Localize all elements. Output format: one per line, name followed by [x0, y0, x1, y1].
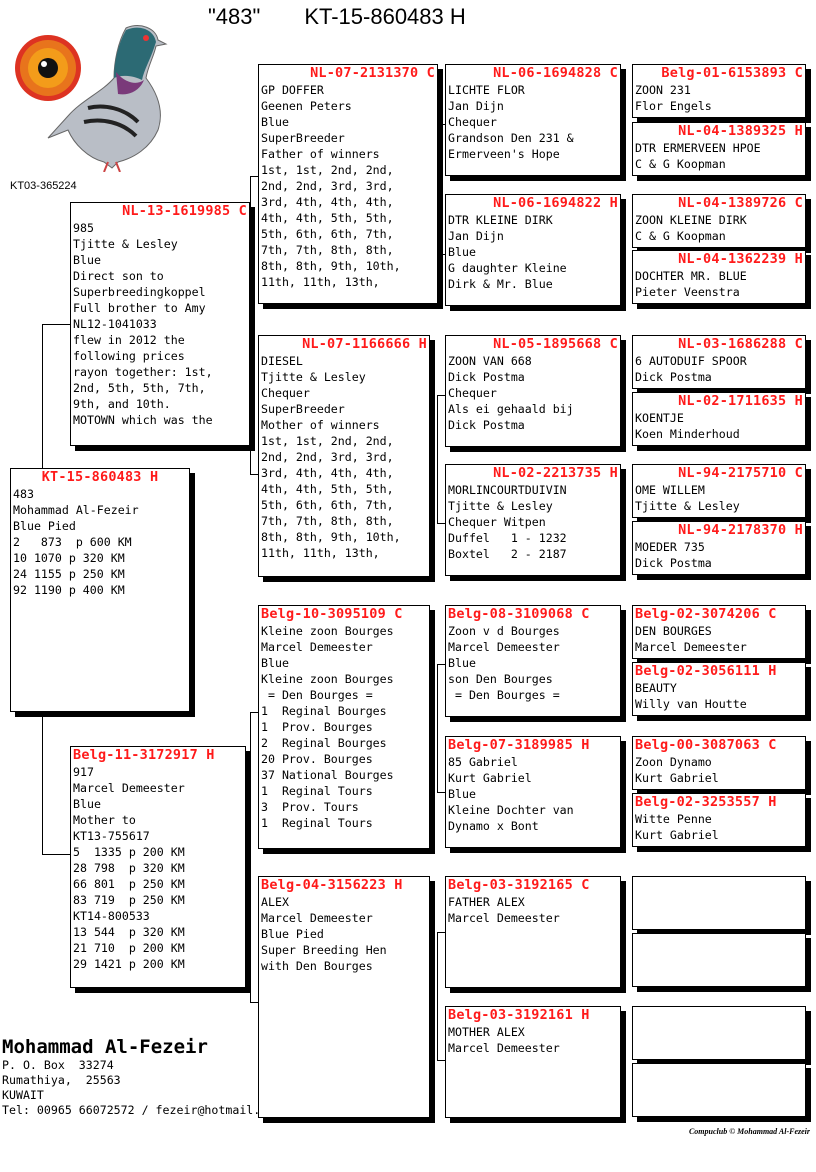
connector-line	[437, 254, 445, 255]
pigeon-name: "483"	[208, 4, 261, 29]
ancestor-card[interactable]	[632, 64, 806, 118]
detail-line: MOTHER ALEX	[448, 1025, 525, 1039]
ancestor-card[interactable]	[632, 335, 806, 389]
detail-line: following prices	[73, 349, 185, 363]
detail-line: 28 798 p 320 KM	[73, 861, 185, 875]
detail-line: Superbreedingkoppel	[73, 285, 206, 299]
ancestor-card-empty[interactable]	[632, 1063, 806, 1117]
owner-contact	[2, 1058, 260, 1118]
ancestor-card-empty[interactable]	[632, 876, 806, 930]
ancestor-details	[635, 353, 803, 385]
detail-line: 985	[73, 221, 94, 235]
connector-line	[624, 362, 625, 418]
grandparent-card[interactable]	[258, 335, 430, 577]
ancestor-card[interactable]	[632, 122, 806, 176]
great-grandparent-card[interactable]	[445, 194, 621, 306]
connector-line	[437, 664, 438, 792]
dam-ring: Belg-11-3172917 H	[73, 747, 215, 763]
great-grandparent-details	[448, 82, 618, 162]
detail-line: 1 Reginal Bourges	[261, 704, 387, 718]
detail-line: 13 544 p 320 KM	[73, 925, 185, 939]
great-grandparent-card[interactable]	[445, 464, 621, 576]
ancestor-details	[635, 539, 803, 571]
detail-line: MORLINCOURTDUIVIN	[448, 483, 567, 497]
detail-line: 4th, 4th, 5th, 5th,	[261, 211, 394, 225]
detail-line: 2nd, 2nd, 3rd, 3rd,	[261, 450, 394, 464]
ancestor-ring: NL-04-1362239 H	[678, 251, 803, 267]
detail-line: Blue	[73, 253, 101, 267]
connector-line	[437, 395, 438, 523]
detail-line: = Den Bourges =	[448, 688, 560, 702]
great-grandparent-card[interactable]	[445, 1006, 621, 1118]
great-grandparent-ring: Belg-07-3189985 H	[448, 737, 590, 753]
detail-line: Direct son to	[73, 269, 164, 283]
detail-line: ZOON KLEINE DIRK	[635, 213, 747, 227]
detail-line: Tel: 00965 66072572 / fezeir@hotmail.	[2, 1103, 261, 1117]
detail-line: KT14-800533	[73, 909, 150, 923]
detail-line: Dick Postma	[448, 418, 525, 432]
detail-line: 37 National Bourges	[261, 768, 394, 782]
connector-line	[250, 176, 258, 177]
detail-line: Mother to	[73, 813, 136, 827]
detail-line: 11th, 11th, 13th,	[261, 275, 380, 289]
connector-line	[437, 932, 438, 1060]
detail-line: 92 1190 p 400 KM	[13, 583, 125, 597]
detail-line: FATHER ALEX	[448, 895, 525, 909]
ancestor-details	[635, 82, 803, 114]
detail-line: 1st, 1st, 2nd, 2nd,	[261, 434, 394, 448]
detail-line: Marcel Demeester	[448, 911, 560, 925]
detail-line: DEN BOURGES	[635, 624, 712, 638]
detail-line: Tjitte & Lesley	[448, 499, 553, 513]
ancestor-card[interactable]	[632, 793, 806, 847]
detail-line: Pieter Veenstra	[635, 285, 740, 299]
detail-line: rayon together: 1st,	[73, 365, 213, 379]
detail-line: 1 Reginal Tours	[261, 784, 373, 798]
great-grandparent-card[interactable]	[445, 736, 621, 848]
connector-line	[250, 176, 251, 474]
great-grandparent-details	[448, 1024, 618, 1056]
detail-line: SuperBreeder	[261, 131, 345, 145]
ancestor-card[interactable]	[632, 521, 806, 575]
grandparent-ring: NL-07-2131370 C	[310, 65, 435, 81]
detail-line: Kleine zoon Bourges	[261, 624, 394, 638]
detail-line: 1st, 1st, 2nd, 2nd,	[261, 163, 394, 177]
detail-line: Marcel Demeester	[261, 640, 373, 654]
connector-line	[437, 932, 445, 933]
detail-line: C & G Koopman	[635, 157, 726, 171]
detail-line: Duffel 1 - 1232	[448, 531, 567, 545]
ancestor-ring: NL-94-2175710 C	[678, 465, 803, 481]
ancestor-ring: NL-04-1389726 C	[678, 195, 803, 211]
connector-line	[437, 664, 445, 665]
detail-line: Marcel Demeester	[448, 1041, 560, 1055]
detail-line: 2nd, 2nd, 3rd, 3rd,	[261, 179, 394, 193]
detail-line: 5th, 6th, 6th, 7th,	[261, 227, 394, 241]
connector-line	[437, 523, 445, 524]
detail-line: Kurt Gabriel	[448, 771, 532, 785]
detail-line: Tjitte & Lesley	[635, 499, 740, 513]
detail-line: C & G Koopman	[635, 229, 726, 243]
detail-line: Zoon Dynamo	[635, 755, 712, 769]
detail-line: 21 710 p 200 KM	[73, 941, 185, 955]
detail-line: MOTOWN which was the	[73, 413, 213, 427]
connector-line	[250, 712, 251, 1002]
detail-line: DTR ERMERVEEN HPOE	[635, 141, 761, 155]
detail-line: 1 Reginal Tours	[261, 816, 373, 830]
detail-line: 1 Prov. Bourges	[261, 720, 373, 734]
detail-line: Als ei gehaald bij	[448, 402, 574, 416]
detail-line: Grandson Den 231 &	[448, 131, 574, 145]
detail-line: 7th, 7th, 8th, 8th,	[261, 514, 394, 528]
detail-line: Dick Postma	[635, 556, 712, 570]
ancestor-ring: NL-94-2178370 H	[678, 522, 803, 538]
detail-line: son Den Bourges	[448, 672, 553, 686]
detail-line: 917	[73, 765, 94, 779]
connector-line	[624, 632, 625, 690]
detail-line: Jan Dijn	[448, 99, 504, 113]
detail-line: 8th, 8th, 9th, 10th,	[261, 259, 401, 273]
detail-line: KUWAIT	[2, 1088, 44, 1102]
pedigree-header	[208, 4, 510, 30]
detail-line: 4th, 4th, 5th, 5th,	[261, 482, 394, 496]
detail-line: Blue	[73, 797, 101, 811]
great-grandparent-ring: NL-06-1694828 C	[493, 65, 618, 81]
detail-line: Chequer	[261, 386, 310, 400]
detail-line: Mother of winners	[261, 418, 380, 432]
detail-line: 8th, 8th, 9th, 10th,	[261, 530, 401, 544]
connector-line	[42, 854, 70, 855]
detail-line: 83 719 p 250 KM	[73, 893, 185, 907]
ancestor-ring: Belg-02-3056111 H	[635, 663, 777, 679]
detail-line: flew in 2012 the	[73, 333, 185, 347]
detail-line: Full brother to Amy	[73, 301, 206, 315]
detail-line: Kurt Gabriel	[635, 771, 719, 785]
detail-line: Blue	[448, 656, 476, 670]
detail-line: P. O. Box 33274	[2, 1058, 114, 1072]
subject-details	[13, 486, 187, 598]
detail-line: Dick Postma	[635, 370, 712, 384]
detail-line: 24 1155 p 250 KM	[13, 567, 125, 581]
detail-line: Blue Pied	[261, 927, 324, 941]
detail-line: OME WILLEM	[635, 483, 705, 497]
detail-line: Boxtel 2 - 2187	[448, 547, 567, 561]
connector-line	[42, 324, 43, 468]
software-credit: Compuclub © Mohammad Al-Fezeir	[688, 1127, 810, 1136]
connector-line	[437, 124, 445, 125]
ancestor-details	[635, 482, 803, 514]
grandparent-ring: Belg-04-3156223 H	[261, 877, 403, 893]
detail-line: with Den Bourges	[261, 959, 373, 973]
detail-line: BEAUTY	[635, 681, 677, 695]
grandparent-card[interactable]	[258, 605, 430, 849]
detail-line: KOENTJE	[635, 411, 684, 425]
ancestor-card[interactable]	[632, 736, 806, 790]
ancestor-ring: NL-03-1686288 C	[678, 336, 803, 352]
detail-line: Marcel Demeester	[261, 911, 373, 925]
detail-line: 3 Prov. Tours	[261, 800, 359, 814]
ancestor-details	[635, 811, 803, 843]
detail-line: Dynamo x Bont	[448, 819, 539, 833]
detail-line: Tjitte & Lesley	[73, 237, 178, 251]
grandparent-details	[261, 894, 427, 974]
sire-details	[73, 220, 247, 428]
subject-card[interactable]	[10, 468, 190, 712]
detail-line: Ermerveen's Hope	[448, 147, 560, 161]
detail-line: = Den Bourges =	[261, 688, 373, 702]
grandparent-ring: NL-07-1166666 H	[302, 336, 427, 352]
detail-line: Chequer	[448, 115, 497, 129]
owner-info	[2, 1036, 260, 1118]
detail-line: Super Breeding Hen	[261, 943, 387, 957]
connector-line	[437, 792, 445, 793]
ancestor-card-empty[interactable]	[632, 933, 806, 987]
detail-line: 11th, 11th, 13th,	[261, 546, 380, 560]
detail-line: Blue	[448, 245, 476, 259]
ancestor-ring: Belg-02-3253557 H	[635, 794, 777, 810]
ancestor-card[interactable]	[632, 464, 806, 518]
ancestor-card-empty[interactable]	[632, 1006, 806, 1060]
detail-line: Chequer Witpen	[448, 515, 546, 529]
detail-line: MOEDER 735	[635, 540, 705, 554]
connector-line	[437, 1060, 445, 1061]
ancestor-details	[635, 623, 803, 655]
detail-line: Willy van Houtte	[635, 697, 747, 711]
subject-ring: KT-15-860483 H	[41, 469, 159, 485]
ancestor-ring: Belg-00-3087063 C	[635, 737, 777, 753]
photo-reference: KT03-365224	[10, 180, 77, 192]
detail-line: 66 801 p 250 KM	[73, 877, 185, 891]
great-grandparent-details	[448, 894, 618, 926]
grandparent-card[interactable]	[258, 876, 430, 1118]
detail-line: G daughter Kleine	[448, 261, 567, 275]
connector-line	[624, 232, 625, 286]
detail-line: 3rd, 4th, 4th, 4th,	[261, 466, 394, 480]
detail-line: Zoon v d Bourges	[448, 624, 560, 638]
detail-line: ZOON 231	[635, 83, 691, 97]
great-grandparent-ring: NL-02-2213735 H	[493, 465, 618, 481]
owner-name: Mohammad Al-Fezeir	[2, 1036, 208, 1058]
detail-line: ALEX	[261, 895, 289, 909]
ancestor-details	[635, 754, 803, 786]
detail-line: 2 873 p 600 KM	[13, 535, 132, 549]
detail-line: NL12-1041033	[73, 317, 157, 331]
grandparent-details	[261, 82, 435, 290]
detail-line: Dick Postma	[448, 370, 525, 384]
grandparent-card[interactable]	[258, 64, 438, 304]
ancestor-ring: NL-02-1711635 H	[678, 393, 803, 409]
connector-line	[250, 474, 258, 475]
connector-line	[624, 500, 625, 552]
detail-line: LICHTE FLOR	[448, 83, 525, 97]
detail-line: 5 1335 p 200 KM	[73, 845, 185, 859]
detail-line: Flor Engels	[635, 99, 712, 113]
detail-line: Chequer	[448, 386, 497, 400]
dam-details	[73, 764, 243, 972]
ancestor-card[interactable]	[632, 605, 806, 659]
ancestor-ring: Belg-01-6153893 C	[661, 65, 803, 81]
detail-line: 3rd, 4th, 4th, 4th,	[261, 195, 394, 209]
detail-line: Jan Dijn	[448, 229, 504, 243]
great-grandparent-details	[448, 754, 618, 834]
detail-line: 5th, 6th, 6th, 7th,	[261, 498, 394, 512]
detail-line: Father of winners	[261, 147, 380, 161]
great-grandparent-ring: Belg-08-3109068 C	[448, 606, 590, 622]
great-grandparent-card[interactable]	[445, 876, 621, 988]
detail-line: DOCHTER MR. BLUE	[635, 269, 747, 283]
great-grandparent-card[interactable]	[445, 605, 621, 717]
great-grandparent-ring: NL-06-1694822 H	[493, 195, 618, 211]
detail-line: 2nd, 5th, 5th, 7th,	[73, 381, 206, 395]
ancestor-card[interactable]	[632, 194, 806, 248]
connector-line	[42, 324, 70, 325]
pigeon-ring: KT-15-860483 H	[304, 4, 466, 29]
ancestor-ring: Belg-02-3074206 C	[635, 606, 777, 622]
great-grandparent-details	[448, 482, 618, 562]
detail-line: Blue Pied	[13, 519, 76, 533]
detail-line: Blue	[448, 787, 476, 801]
ancestor-details	[635, 212, 803, 244]
detail-line: 7th, 7th, 8th, 8th,	[261, 243, 394, 257]
ancestor-details	[635, 268, 803, 300]
sire-card[interactable]	[70, 202, 250, 446]
detail-line: 9th, and 10th.	[73, 397, 171, 411]
detail-line: 20 Prov. Bourges	[261, 752, 373, 766]
detail-line: Blue	[261, 656, 289, 670]
detail-line: Rumathiya, 25563	[2, 1073, 121, 1087]
connector-line	[624, 92, 625, 148]
detail-line: Dirk & Mr. Blue	[448, 277, 553, 291]
detail-line: SuperBreeder	[261, 402, 345, 416]
great-grandparent-ring: Belg-03-3192161 H	[448, 1007, 590, 1023]
detail-line: 85 Gabriel	[448, 755, 518, 769]
detail-line: KT13-755617	[73, 829, 150, 843]
great-grandparent-card[interactable]	[445, 335, 621, 447]
sire-ring: NL-13-1619985 C	[122, 203, 247, 219]
detail-line: Kleine zoon Bourges	[261, 672, 394, 686]
great-grandparent-ring: Belg-03-3192165 C	[448, 877, 590, 893]
detail-line: Kleine Dochter van	[448, 803, 574, 817]
pigeon-photo	[8, 12, 168, 172]
connector-line	[624, 770, 625, 822]
connector-line	[250, 712, 258, 713]
connector-line	[42, 712, 43, 854]
great-grandparent-card[interactable]	[445, 64, 621, 176]
detail-line: Geenen Peters	[261, 99, 352, 113]
detail-line: 6 AUTODUIF SPOOR	[635, 354, 747, 368]
detail-line: 483	[13, 487, 34, 501]
connector-line	[437, 395, 445, 396]
ancestor-card[interactable]	[632, 662, 806, 716]
great-grandparent-details	[448, 623, 618, 703]
detail-line: Kurt Gabriel	[635, 828, 719, 842]
great-grandparent-details	[448, 353, 618, 433]
detail-line: 10 1070 p 320 KM	[13, 551, 125, 565]
ancestor-card[interactable]	[632, 392, 806, 446]
ancestor-details	[635, 680, 803, 712]
detail-line: ZOON VAN 668	[448, 354, 532, 368]
grandparent-details	[261, 353, 427, 561]
ancestor-card[interactable]	[632, 250, 806, 304]
detail-line: GP DOFFER	[261, 83, 324, 97]
detail-line: Koen Minderhoud	[635, 427, 740, 441]
grandparent-details	[261, 623, 427, 831]
connector-line	[250, 1002, 258, 1003]
detail-line: Marcel Demeester	[73, 781, 185, 795]
detail-line: 29 1421 p 200 KM	[73, 957, 185, 971]
grandparent-ring: Belg-10-3095109 C	[261, 606, 403, 622]
ancestor-ring: NL-04-1389325 H	[678, 123, 803, 139]
great-grandparent-details	[448, 212, 618, 292]
ancestor-details	[635, 140, 803, 172]
dam-card[interactable]	[70, 746, 246, 988]
detail-line: DIESEL	[261, 354, 303, 368]
detail-line: Marcel Demeester	[448, 640, 560, 654]
detail-line: 2 Reginal Bourges	[261, 736, 387, 750]
detail-line: Marcel Demeester	[635, 640, 747, 654]
great-grandparent-ring: NL-05-1895668 C	[493, 336, 618, 352]
detail-line: Witte Penne	[635, 812, 712, 826]
ancestor-details	[635, 410, 803, 442]
detail-line: Tjitte & Lesley	[261, 370, 366, 384]
detail-line: Blue	[261, 115, 289, 129]
detail-line: DTR KLEINE DIRK	[448, 213, 553, 227]
detail-line: Mohammad Al-Fezeir	[13, 503, 139, 517]
